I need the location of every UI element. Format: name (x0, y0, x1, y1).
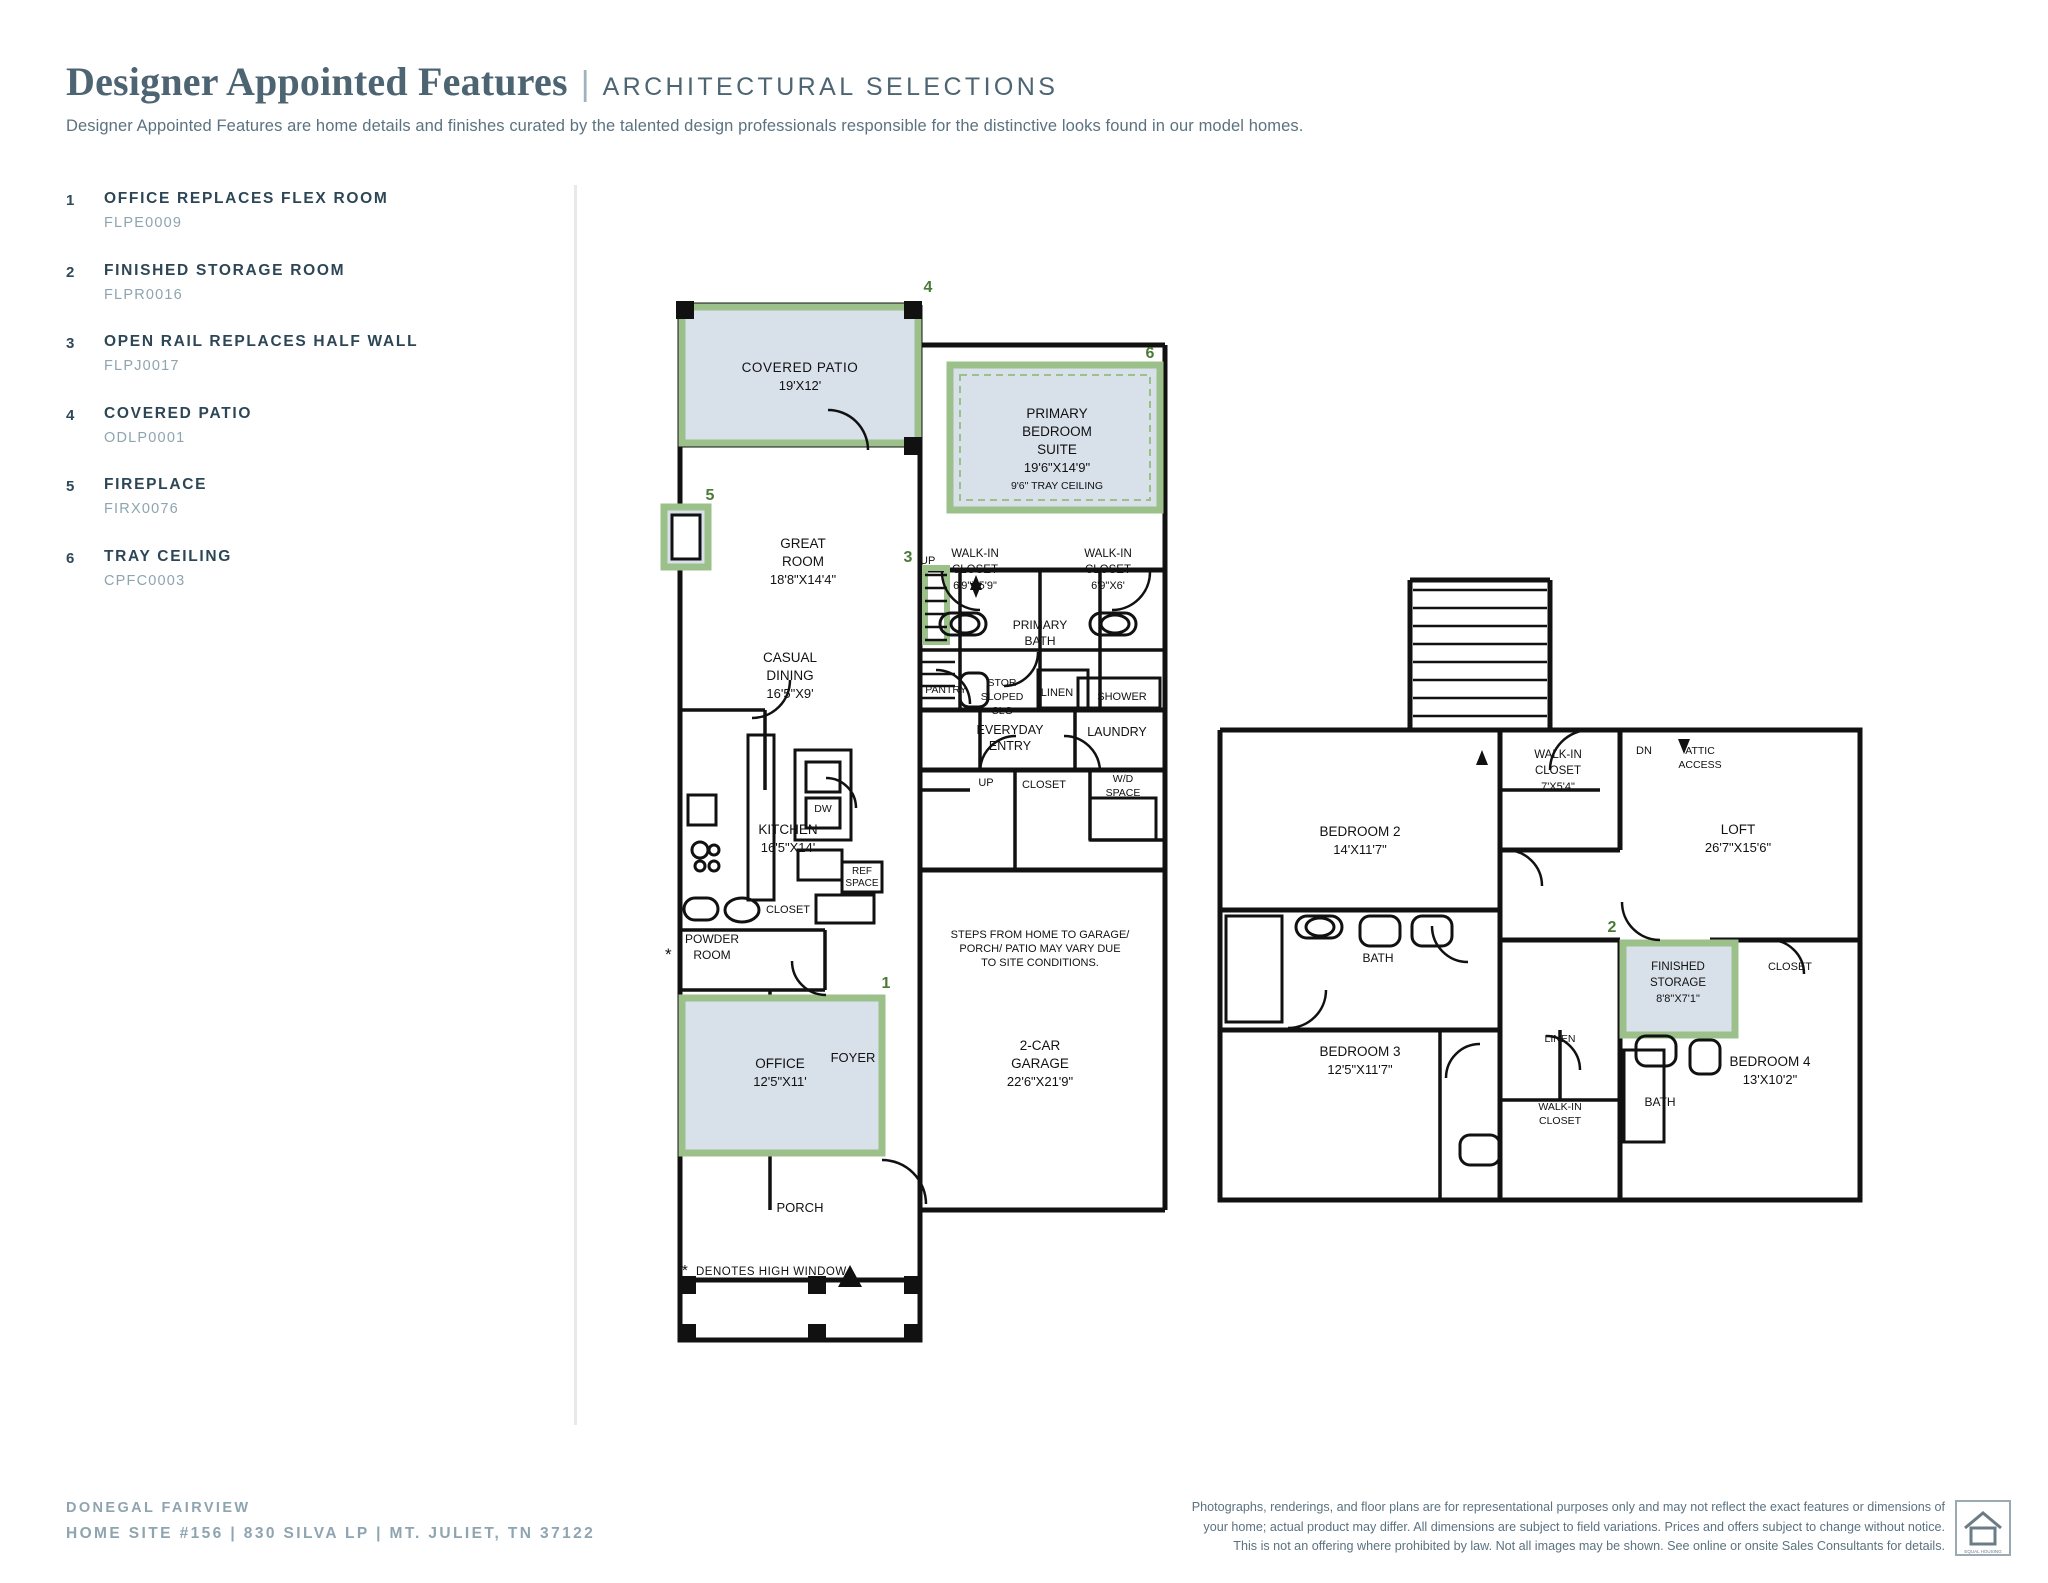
page-description: Designer Appointed Features are home details and finishes curated by the talented design professionals responsible for the distinctive looks found in our model homes. (66, 117, 1304, 135)
label-attic-1: ATTIC (1685, 745, 1715, 757)
label-bedroom2: BEDROOM 2 (1319, 824, 1401, 839)
label-great-2: ROOM (782, 554, 824, 569)
label-garage-note-1: STEPS FROM HOME TO GARAGE/ (950, 929, 1130, 941)
feature-name: FINISHED STORAGE ROOM (104, 261, 346, 279)
label-shower: SHOWER (1097, 691, 1147, 703)
highlight-finished-storage (1623, 943, 1735, 1035)
label-wic-bed3-2: CLOSET (1538, 1115, 1582, 1127)
label-ref-2: SPACE (845, 878, 879, 889)
marker-1: 1 (881, 975, 891, 992)
feature-name: OPEN RAIL REPLACES HALF WALL (104, 333, 419, 350)
feature-name: OFFICE REPLACES FLEX ROOM (104, 190, 389, 207)
label-dining-1: CASUAL (762, 650, 818, 665)
marker-3: 3 (903, 549, 913, 566)
feature-code: FIRX0076 (104, 501, 179, 517)
highlight-covered-patio (682, 307, 918, 443)
label-kitchen: KITCHEN (758, 822, 818, 837)
label-bedroom2-dims: 14'X11'7" (1333, 842, 1387, 857)
feature-number: 5 (66, 478, 75, 495)
page-header (66, 58, 1666, 136)
label-dining-2: DINING (766, 668, 814, 683)
feature-number: 2 (66, 263, 75, 281)
list-item (66, 262, 586, 303)
label-bath-up-2: BATH (1644, 1095, 1676, 1109)
label-wic-loft-dims: 7'X5'4" (1541, 781, 1575, 793)
page-subtitle: ARCHITECTURAL SELECTIONS (602, 73, 1059, 101)
list-item (66, 190, 586, 231)
label-primary-1: PRIMARY (1026, 406, 1088, 421)
label-bedroom3: BEDROOM 3 (1319, 1044, 1401, 1059)
community-name: DONEGAL FAIRVIEW (66, 1500, 251, 1516)
label-garage-2: GARAGE (1011, 1056, 1069, 1071)
label-wic-loft-2: CLOSET (1534, 765, 1582, 777)
list-item (66, 548, 586, 589)
footer-disclaimer (1045, 1498, 1945, 1557)
label-primary-bath-2: BATH (1024, 634, 1056, 648)
label-primary-3: SUITE (1037, 442, 1077, 457)
label-bedroom4-dims: 13'X10'2" (1742, 1072, 1798, 1087)
home-site-address: HOME SITE #156 | 830 SILVA LP | MT. JULIET, TN 37122 (66, 1525, 596, 1542)
label-finished-storage-dims: 8'8"X7'1" (1656, 993, 1700, 1005)
feature-number: 3 (66, 335, 75, 352)
label-closet-entry: CLOSET (1021, 779, 1067, 791)
label-garage-dims: 22'6"X21'9" (1006, 1074, 1074, 1089)
feature-name: COVERED PATIO (104, 404, 253, 422)
label-dn-loft: DN (1636, 745, 1652, 757)
fireplace-box (672, 515, 700, 559)
list-item (66, 476, 586, 517)
label-bath-up-1: BATH (1362, 951, 1394, 965)
label-linen-up: LINEN (1544, 1033, 1576, 1045)
disclaimer-line-3: This is not an offering where prohibited by law. Not all images may be shown. See online or onsite Sales Consultants for details. (1233, 1539, 1945, 1554)
title-divider: | (580, 65, 590, 103)
legend-text: DENOTES HIGH WINDOW (696, 1266, 847, 1278)
label-office: OFFICE (755, 1056, 805, 1071)
label-office-dims: 12'5"X11' (753, 1074, 807, 1089)
label-porch: PORCH (776, 1200, 824, 1215)
label-powder-1: POWDER (685, 932, 739, 946)
label-kitchen-dims: 16'5"X14' (760, 840, 816, 855)
label-covered-patio-dims: 19'X12' (778, 378, 822, 393)
label-finished-storage-1: FINISHED (1651, 961, 1705, 973)
label-powder-2: ROOM (693, 948, 731, 962)
label-closet-kitchen: CLOSET (765, 904, 811, 916)
label-wd-2: SPACE (1105, 787, 1141, 799)
label-garage-note-3: TO SITE CONDITIONS. (981, 957, 1099, 969)
floor-plan-diagram (620, 150, 2020, 1440)
high-window-star-great: * (665, 945, 672, 964)
feature-number: 4 (66, 406, 75, 424)
page-title: Designer Appointed Features (66, 59, 568, 104)
marker-5: 5 (705, 487, 715, 504)
disclaimer-line-2: your home; actual product may differ. All dimensions are subject to field variations. Prices and offers subject to change without notice. (1203, 1519, 1945, 1534)
footer-left (66, 1500, 595, 1543)
label-bedroom3-dims: 12'5"X11'7" (1327, 1062, 1393, 1077)
label-great-1: GREAT (780, 536, 826, 551)
label-wic-loft-1: WALK-IN (1534, 749, 1582, 761)
label-finished-storage-2: STORAGE (1649, 977, 1707, 989)
label-wic-b-1: WALK-IN (1084, 548, 1132, 560)
feature-code: FLPR0016 (104, 286, 183, 303)
label-primary-dims: 19'6"X14'9" (1023, 460, 1091, 475)
label-up-entry: UP (978, 777, 994, 789)
label-ref-1: REF (852, 866, 872, 877)
list-item (66, 333, 586, 374)
label-wic-b-dims: 6'9"X6' (1091, 580, 1125, 592)
svg-text:EQUAL HOUSING: EQUAL HOUSING (1964, 1549, 2002, 1554)
label-foyer: FOYER (830, 1050, 876, 1065)
label-covered-patio: COVERED PATIO (741, 360, 859, 375)
label-attic-2: ACCESS (1678, 759, 1722, 771)
label-dw: DW (814, 803, 832, 815)
feature-number: 1 (66, 192, 75, 209)
label-pantry: PANTRY (925, 684, 967, 696)
feature-code: FLPE0009 (104, 215, 183, 231)
label-loft: LOFT (1720, 822, 1756, 837)
label-primary-bath-1: PRIMARY (1012, 618, 1068, 632)
label-wic-a-dims: 6'9"X5'9" (953, 580, 997, 592)
label-wic-a-1: WALK-IN (951, 548, 999, 560)
label-primary-note: 9'6" TRAY CEILING (1010, 480, 1104, 492)
label-great-dims: 18'8"X14'4" (769, 572, 837, 587)
label-entry-2: ENTRY (988, 739, 1032, 753)
legend-star: * (682, 1262, 688, 1279)
label-linen-primary: LINEN (1040, 687, 1074, 699)
label-wd-1: W/D (1112, 773, 1134, 785)
label-stor-2: SLOPED (980, 691, 1024, 703)
label-stor-3: CLG (991, 705, 1013, 717)
label-garage-note-2: PORCH/ PATIO MAY VARY DUE (959, 943, 1121, 955)
label-stor-1: STOR (987, 677, 1017, 689)
label-dining-dims: 16'5"X9' (766, 686, 814, 701)
equal-housing-opportunity-icon (1955, 1500, 2011, 1556)
feature-number: 6 (66, 549, 75, 567)
label-wic-b-2: CLOSET (1084, 564, 1132, 576)
feature-name: FIREPLACE (104, 476, 208, 493)
label-bedroom4: BEDROOM 4 (1729, 1054, 1811, 1069)
label-entry-1: EVERYDAY (976, 723, 1044, 737)
feature-list (66, 190, 586, 619)
disclaimer-line-1: Photographs, renderings, and floor plans are for representational purposes only and may not reflect the exact features or dimensions of (1191, 1500, 1945, 1514)
label-wic-bed3-1: WALK-IN (1538, 1101, 1582, 1113)
list-item (66, 405, 586, 446)
feature-code: ODLP0001 (104, 429, 186, 446)
feature-code: CPFC0003 (104, 572, 186, 589)
label-garage-1: 2-CAR (1019, 1038, 1061, 1053)
feature-name: TRAY CEILING (104, 547, 233, 565)
label-laundry: LAUNDRY (1087, 725, 1147, 739)
vertical-divider (574, 185, 577, 1425)
label-closet-bed4: CLOSET (1767, 961, 1813, 973)
marker-4: 4 (923, 279, 933, 296)
label-loft-dims: 26'7"X15'6" (1704, 840, 1772, 855)
label-up-great: UP (920, 555, 936, 567)
label-wic-a-2: CLOSET (951, 564, 999, 576)
marker-2: 2 (1607, 919, 1617, 936)
marker-6: 6 (1145, 345, 1155, 362)
feature-code: FLPJ0017 (104, 358, 180, 374)
label-primary-2: BEDROOM (1022, 424, 1092, 439)
